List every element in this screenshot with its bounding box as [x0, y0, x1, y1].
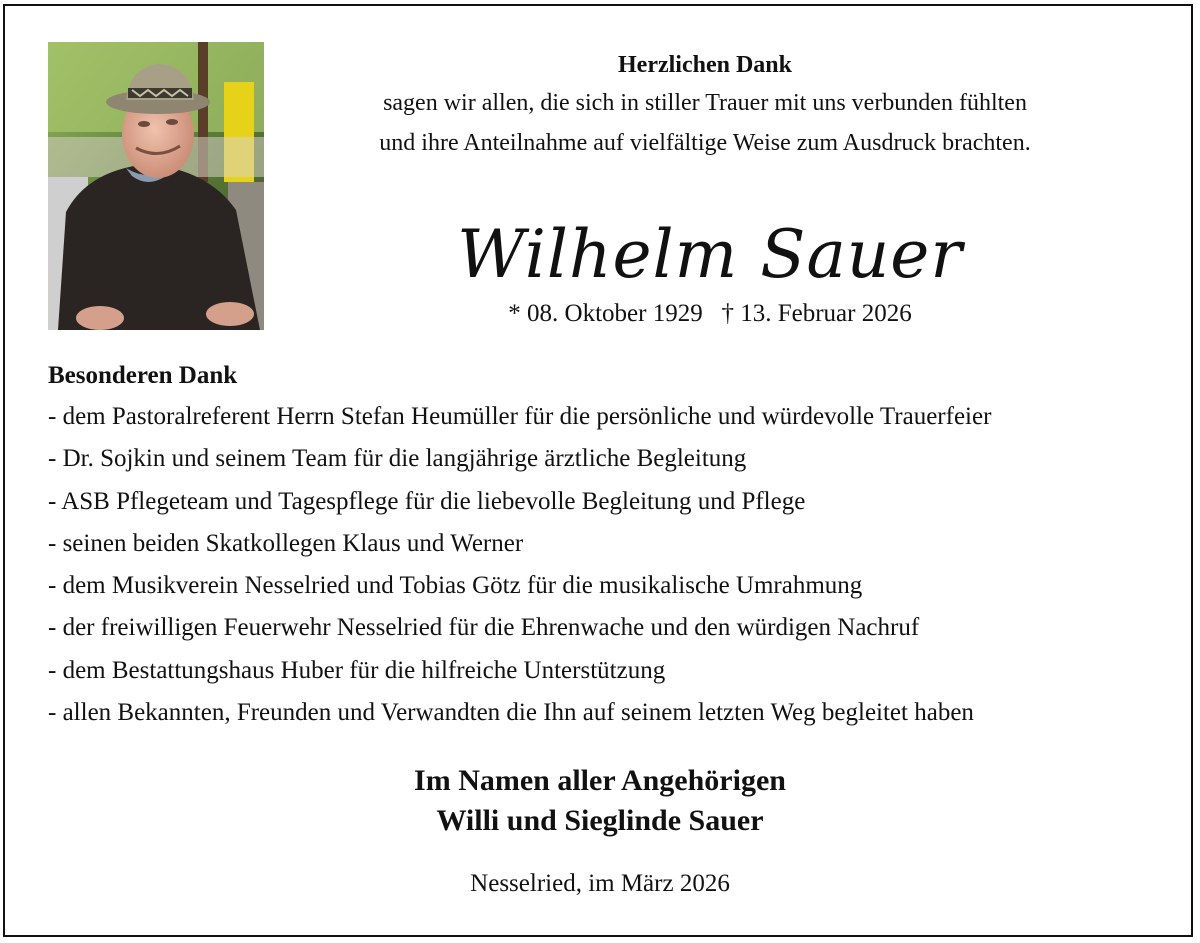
list-item: - seinen beiden Skatkollegen Klaus und Werner	[48, 529, 524, 557]
intro-title: Herzlichen Dank	[618, 52, 792, 78]
list-item: - ASB Pflegeteam und Tagespflege für die liebevolle Begleitung und Pflege	[48, 487, 806, 515]
place-and-date: Nesselried, im März 2026	[470, 870, 730, 897]
list-item: - Dr. Sojkin und seinem Team für die langjährige ärztliche Begleitung	[48, 445, 747, 473]
intro-text-line: sagen wir allen, die sich in stiller Trauer mit uns verbunden fühlten	[383, 90, 1027, 116]
deceased-name: Wilhelm Sauer	[457, 216, 963, 293]
signature-names: Willi und Sieglinde Sauer	[436, 804, 764, 837]
list-item: - dem Musikverein Nesselried und Tobias Götz für die musikalische Umrahmung	[48, 572, 863, 600]
life-dates: * 08. Oktober 1929 † 13. Februar 2026	[508, 300, 912, 327]
intro-text-line: und ihre Anteilnahme auf vielfältige Weise zum Ausdruck brachten.	[379, 130, 1031, 156]
list-item: - der freiwilligen Feuerwehr Nesselried für die Ehrenwache und den würdigen Nachruf	[48, 614, 920, 642]
list-item: - allen Bekannten, Freunden und Verwandten die Ihn auf seinem letzten Weg begleitet haben	[48, 699, 974, 727]
signature-line: Im Namen aller Angehörigen	[414, 764, 786, 797]
list-item: - dem Bestattungshaus Huber für die hilfreiche Unterstützung	[48, 656, 666, 684]
list-item: - dem Pastoralreferent Herrn Stefan Heumüller für die persönliche und würdevolle Trauerfeier	[48, 403, 992, 430]
special-thanks-list	[48, 396, 991, 734]
portrait-photo	[48, 42, 264, 330]
special-thanks-heading: Besonderen Dank	[48, 362, 238, 389]
